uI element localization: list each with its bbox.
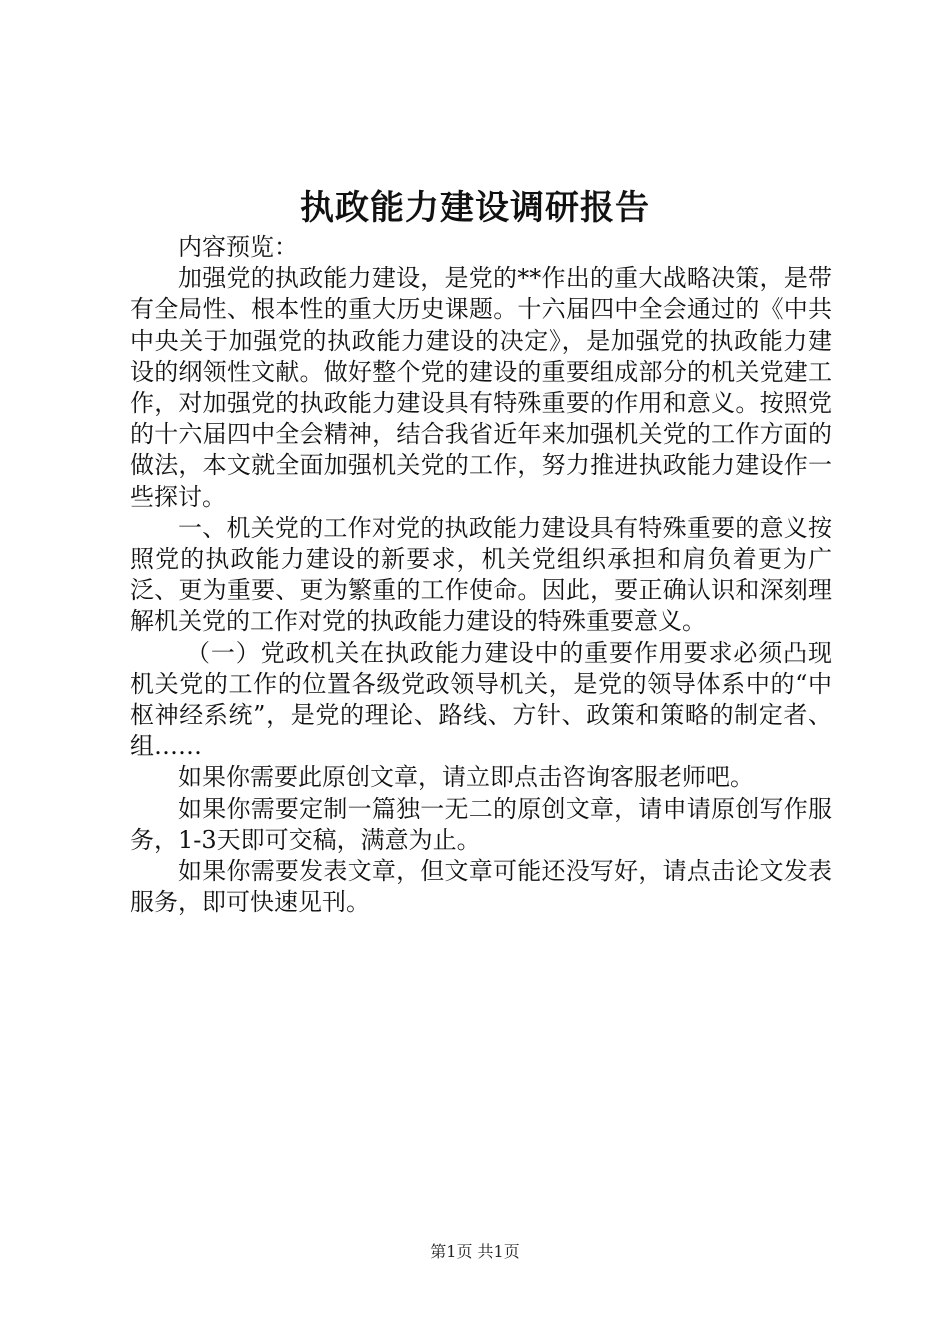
promo-publish-paragraph: 如果你需要发表文章，但文章可能还没写好，请点击论文发表服务，即可快速见刊。 [130,857,832,917]
section-one-paragraph: 一、机关党的工作对党的执政能力建设具有特殊重要的意义按照党的执政能力建设的新要求，机关党组织承担和肩负着更为广泛、更为重要、更为繁重的工作使命。因此，要正确认识和深刻理解机关党的工作对党的执政能力建设的特殊重要意义。 [130,513,832,636]
intro-paragraph: 加强党的执政能力建设，是党的**作出的重大战略决策，是带有全局性、根本性的重大历史课题。十六届四中全会通过的《中共中央关于加强党的执政能力建设的决定》，是加强党的执政能力建设的纲领性文献。做好整个党的建设的重要组成部分的机关党建工作，对加强党的执政能力建设具有特殊重要的作用和意义。按照党的十六届四中全会精神，结合我省近年来加强机关党的工作方面的做法，本文就全面加强机关党的工作，努力推进执政能力建设作一些探讨。 [130,264,832,511]
promo-custom-paragraph: 如果你需要定制一篇独一无二的原创文章，请申请原创写作服务，1-3天即可交稿，满意为止。 [130,794,832,854]
document-title: 执政能力建设调研报告 [300,188,650,228]
preview-label: 内容预览： [178,233,298,261]
page-number-footer: 第1页 共1页 [430,1242,520,1261]
promo-original-paragraph: 如果你需要此原创文章，请立即点击咨询客服老师吧。 [178,763,754,792]
subsection-one-paragraph: （一）党政机关在执政能力建设中的重要作用要求必须凸现机关党的工作的位置各级党政领导机关，是党的领导体系中的“中枢神经系统”，是党的理论、路线、方针、政策和策略的制定者、组…… [130,638,832,761]
document-body [130,232,832,918]
